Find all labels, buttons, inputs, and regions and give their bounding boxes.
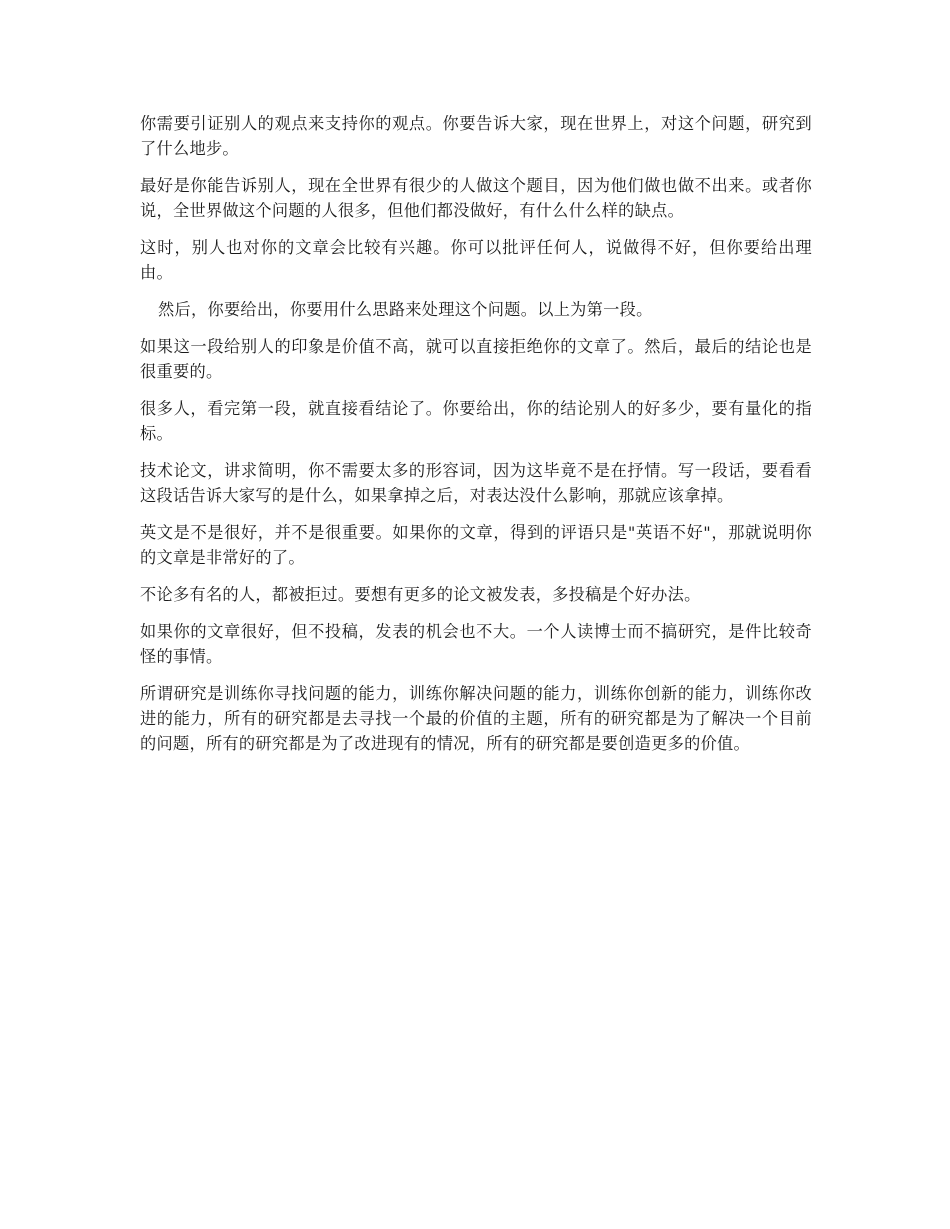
paragraph: 然后，你要给出，你要用什么思路来处理这个问题。以上为第一段。: [158, 300, 653, 319]
paragraph: 如果这一段给别人的印象是价值不高，就可以直接拒绝你的文章了。然后，最后的结论也是很重要的。: [140, 337, 812, 381]
paragraph: 如果你的文章很好，但不投稿，发表的机会也不大。一个人读博士而不搞研究，是件比较奇怪的事情。: [140, 622, 812, 666]
paragraph: 不论多有名的人，都被拒过。要想有更多的论文被发表，多投稿是个好办法。: [140, 585, 701, 604]
paragraph: 技术论文，讲求简明，你不需要太多的形容词，因为这毕竟不是在抒情。写一段话，要看看这段话告诉大家写的是什么，如果拿掉之后，对表达没什么影响，那就应该拿掉。: [140, 461, 812, 505]
paragraph: 这时，别人也对你的文章会比较有兴趣。你可以批评任何人，说做得不好，但你要给出理由。: [140, 238, 812, 282]
paragraph: 最好是你能告诉别人，现在全世界有很少的人做这个题目，因为他们做也做不出来。或者你说，全世界做这个问题的人很多，但他们都没做好，有什么什么样的缺点。: [140, 176, 812, 220]
document-body: [140, 111, 812, 768]
paragraph: 英文是不是很好，并不是很重要。如果你的文章，得到的评语只是"英语不好"，那就说明你的文章是非常好的了。: [140, 523, 812, 567]
paragraph: 你需要引证别人的观点来支持你的观点。你要告诉大家，现在世界上，对这个问题，研究到了什么地步。: [140, 114, 812, 158]
paragraph: 所谓研究是训练你寻找问题的能力，训练你解决问题的能力，训练你创新的能力，训练你改进的能力，所有的研究都是去寻找一个最的价值的主题，所有的研究都是为了解决一个目前的问题，所有的研究都是为了改进现有的情况，所有的研究都是要创造更多的价值。: [140, 684, 812, 753]
paragraph: 很多人，看完第一段，就直接看结论了。你要给出，你的结论别人的好多少，要有量化的指标。: [140, 399, 812, 443]
